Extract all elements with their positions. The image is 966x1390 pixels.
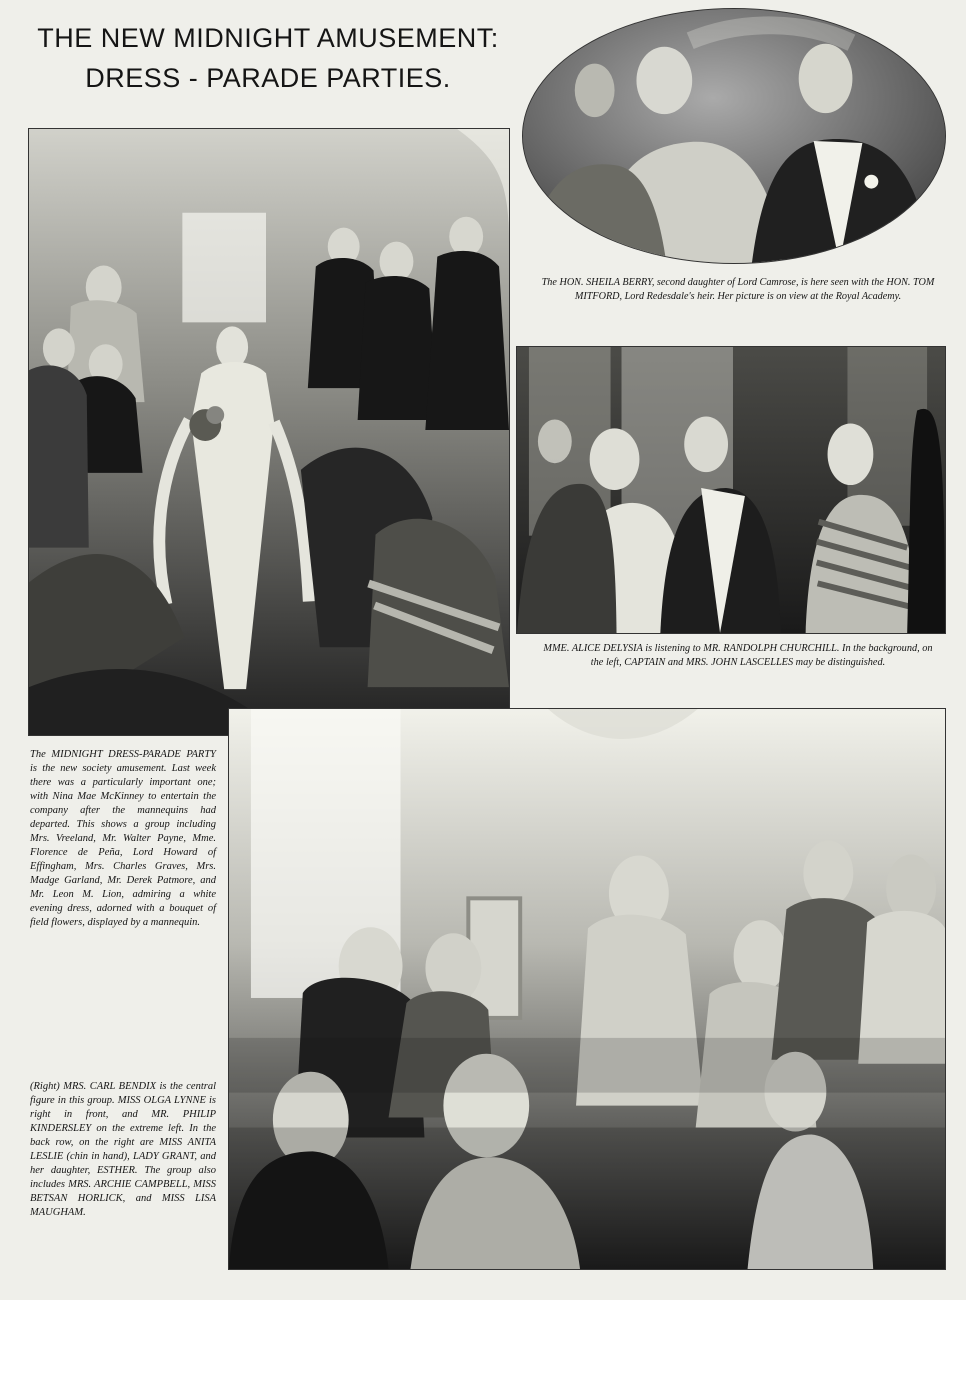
delysia-churchill-art xyxy=(517,347,945,633)
bendix-caption: (Right) MRS. CARL BENDIX is the central figure in this group. MISS OLGA LYNNE is right in front, and MR. PHILIP KINDERSLEY on the extreme left. In the back row, on the right are MISS ANITA LESLIE (chin in hand), LADY GRANT, and her daughter, ESTHER. The group also includes MRS. ARCHIE CAMPBELL, MISS BETSAN HORLICK, and MISS LISA MAUGHAM. xyxy=(30,1081,216,1218)
bendix-group-art xyxy=(229,709,945,1269)
oval-portrait-photo xyxy=(522,8,946,264)
bendix-group-photo xyxy=(228,708,946,1270)
dress-parade-photo xyxy=(28,128,510,736)
sheila-berry-caption: The HON. SHEILA BERRY, second daughter of Lord Camrose, is here seen with the HON. TOM MITFORD, Lord Redesdale's heir. Her picture is on view at the Royal Academy. xyxy=(541,277,935,302)
dress-parade-art xyxy=(29,129,509,735)
title-line-1: THE NEW MIDNIGHT AMUSEMENT: xyxy=(37,23,499,53)
page-title xyxy=(28,18,508,98)
oval-photo-art xyxy=(523,9,945,263)
delysia-caption: MME. ALICE DELYSIA is listening to MR. RANDOLPH CHURCHILL. In the background, on the left, CAPTAIN and MRS. JOHN LASCELLES may be distinguished. xyxy=(543,643,933,668)
dress-parade-caption: The MIDNIGHT DRESS-PARADE PARTY is the new society amusement. Last week there was a particularly important one; with Nina Mae McKinney to entertain the company after the mannequins had departed. This shows a group including Mrs. Vreeland, Mr. Walter Payne, Mme. Florence de Peña, Lord Howard of Effingham, Mrs. Charles Graves, Mrs. Madge Garland, Mr. Derek Patmore, and Mr. Leon M. Lion, admiring a white evening dress, adorned with a bouquet of field flowers, displayed by a mannequin. xyxy=(30,749,216,928)
delysia-churchill-photo xyxy=(516,346,946,634)
title-line-2: DRESS - PARADE PARTIES. xyxy=(85,63,451,93)
